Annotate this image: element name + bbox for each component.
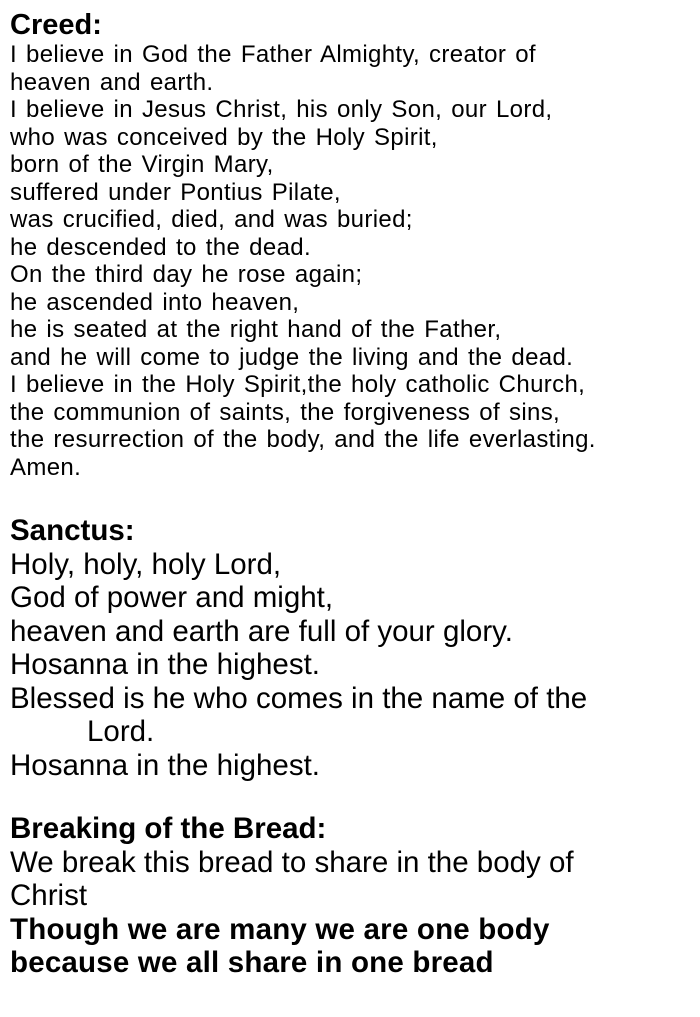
sanctus-section — [10, 514, 694, 782]
breaking-of-the-bread-section — [10, 812, 694, 980]
liturgy-page — [10, 10, 694, 980]
creed-line: he descended to the dead. — [10, 233, 311, 261]
bread-response-line: because we all share in one bread — [10, 946, 494, 979]
sanctus-line: Hosanna in the highest. — [10, 648, 320, 681]
creed-line: the communion of saints, the forgiveness of sins, — [10, 398, 561, 426]
sanctus-line-continuation: Lord. — [87, 715, 155, 748]
sanctus-line: God of power and might, — [10, 581, 334, 614]
bread-line: We break this bread to share in the body of — [10, 845, 574, 879]
sanctus-line: Blessed is he who comes in the name of the — [10, 681, 588, 715]
creed-line: heaven and earth. — [10, 68, 214, 96]
creed-line: I believe in Jesus Christ, his only Son, our Lord, — [10, 96, 553, 123]
creed-line: suffered under Pontius Pilate, — [10, 178, 341, 206]
bread-response-line: Though we are many we are one body — [10, 912, 550, 946]
sanctus-line: heaven and earth are full of your glory. — [10, 614, 513, 648]
creed-line: who was conceived by the Holy Spirit, — [10, 123, 438, 151]
creed-line: the resurrection of the body, and the life everlasting. — [10, 426, 596, 453]
bread-line: Christ — [10, 879, 88, 912]
creed-line: he ascended into heaven, — [10, 288, 300, 316]
creed-line: Amen. — [10, 453, 82, 481]
sanctus-heading: Sanctus: — [10, 514, 135, 547]
sanctus-line: Holy, holy, holy Lord, — [10, 547, 282, 581]
creed-line: and he will come to judge the living and the dead. — [10, 343, 574, 371]
creed-line: he is seated at the right hand of the Father, — [10, 316, 502, 343]
sanctus-line: Hosanna in the highest. — [10, 748, 320, 782]
creed-line: was crucified, died, and was buried; — [10, 206, 413, 233]
creed-line: I believe in God the Father Almighty, creator of — [10, 41, 536, 68]
creed-line: On the third day he rose again; — [10, 261, 363, 288]
creed-heading: Creed: — [10, 9, 102, 41]
breaking-of-the-bread-heading: Breaking of the Bread: — [10, 812, 327, 845]
creed-line: born of the Virgin Mary, — [10, 151, 274, 178]
creed-line: I believe in the Holy Spirit,the holy catholic Church, — [10, 371, 586, 398]
creed-section — [10, 10, 694, 481]
